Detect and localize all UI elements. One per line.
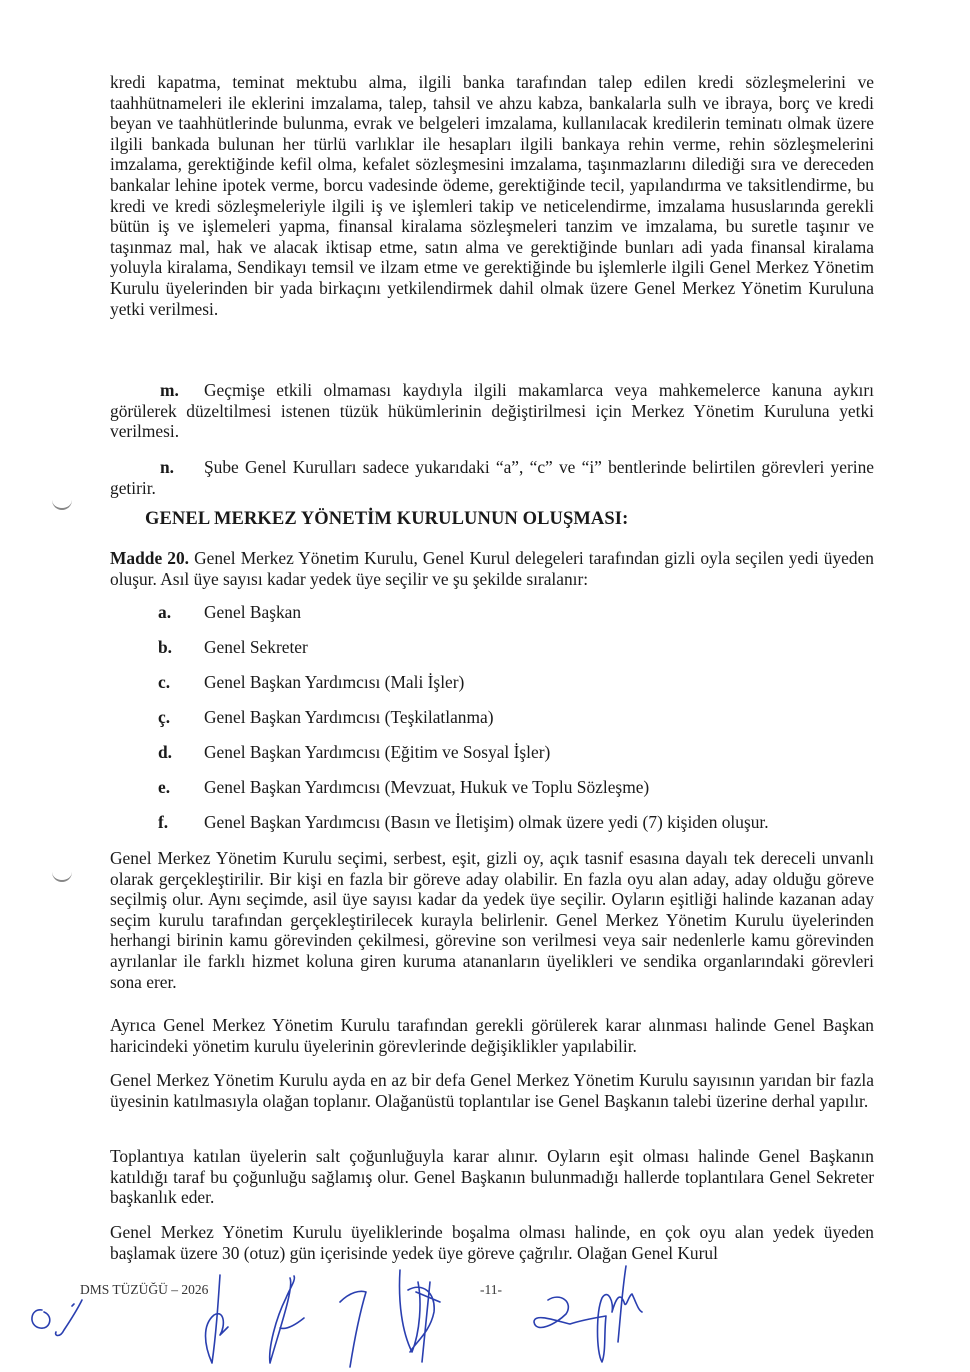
section-heading: GENEL MERKEZ YÖNETİM KURULUNUN OLUŞMASI: xyxy=(145,509,629,529)
item-n-letter: n. xyxy=(160,457,175,477)
binder-hole-mark xyxy=(52,868,72,882)
paragraph-quorum: Toplantıya katılan üyelerin salt çoğunluğuyla karar alınır. Oyların eşit olması halinde Genel Başkanın katıldığı taraf bu çoğunluğu sağlamış olur. Genel Başkanın bulunmadığı hallerde toplantılara Genel Sekreter başkanlık eder. xyxy=(110,1146,874,1208)
position-item: d. Genel Başkan Yardımcısı (Eğitim ve Sosyal İşler) xyxy=(158,742,551,762)
paragraph-credit-powers: kredi kapatma, teminat mektubu alma, ilgili banka tarafından talep edilen kredi sözleşmelerini ve taahhütnameleri ile eklerini imzalama, talep, tahsil ve ahzu kabza, bankalarla sulh ve ibraya, borç ve kredi beyan ve taahhütlerinde bulunma, evrak ve belgeleri imzalama, kullanılacak kredilerin teminatı olmak üzere ilgili bankada bulunan her türlü varlıklar ile hesapları ilgili bankaya rehin verme, rehin sözleşmelerini imzalama, gerektiğinde kefil olma, kefalet sözleşmesini imzalama, taşınmazlarını dilediği sıra ve dereceden bankalar lehine ipotek verme, borcu vadesinde ödeme, gerektiğinde tecil, yapılandırma ve taksitlendirme, bu kredi ve kredi sözleşmeleriyle ilgili iş ve işlemleri takip ve neticelendirme, imzalama hususlarında gerekli bütün iş ve işlemeleri yapma, finansal kiralama sözleşmeleri tanzim ve imzalama, bu suretle taşınır ve taşınmaz mal, hak ve alacak iktisap etme, satın alma ve gerektiğinde bunları adi yada finansal kiralama yoluyla kiralama, Sendikayı temsil ve ilzam etme ve gerektiğinde bu işlemlerle ilgili Genel Merkez Yönetim Kurulu üyelerinden bir yada birkaçını yetkilendirmek dahil olmak üzere Genel Merkez Yönetim Kuruluna yetki verilmesi. xyxy=(110,72,874,319)
paragraph-changes: Ayrıca Genel Merkez Yönetim Kurulu tarafından gerekli görülerek karar alınması halinde Genel Başkan haricindeki yönetim kurulu üyelerinin görevlerinde değişiklikler yapılabilir. xyxy=(110,1015,874,1056)
paragraph-meeting: Genel Merkez Yönetim Kurulu ayda en az bir defa Genel Merkez Yönetim Kurulu sayısının yarıdan bir fazla üyesinin katılmasıyla olağan toplanır. Olağanüstü toplantılar ise Genel Başkanın talebi üzerine derhal yapılır. xyxy=(110,1070,874,1111)
item-m-text: Geçmişe etkili olmaması kaydıyla ilgili makamlarca veya mahkemelerce kanuna aykırı görülerek düzeltilmesi istenen tüzük hükümlerinin değiştirilmesi için Merkez Yönetim Kuruluna yetki verilmesi. xyxy=(110,380,874,442)
item-m-letter: m. xyxy=(160,380,179,400)
signature-5 xyxy=(530,1262,660,1367)
page-number: -11- xyxy=(480,1282,502,1297)
item-m xyxy=(110,380,874,442)
position-item: b. Genel Sekreter xyxy=(158,637,308,657)
paragraph-election: Genel Merkez Yönetim Kurulu seçimi, serbest, eşit, gizli oy, açık tasnif esasına dayalı tek dereceli unvanlı olarak gerçekleştirilir. Bir kişi en fazla bir göreve aday olabilir. En fazla oyu alan aday, aday olduğu göreve seçilmiş olur. Aynı seçimde, asil üye sayısı kadar da yedek üye seçilir. Oyların eşitliği halinde kazanan aday seçim kurulu tarafından gerçekleştirilecek kurayla belirlenir. Genel Merkez Yönetim Kurulu üyelerinden herhangi birinin kamu görevinden çekilmesi, görevine son verilmesi veya sair nedenlerle kamu görevinden ayrılanlar ile farklı hizmet koluna giren kuruma atananların üyelikleri ve sendika organlarındaki görevleri sona erer. xyxy=(110,848,874,992)
item-n-text: Şube Genel Kurulları sadece yukarıdaki “a”, “c” ve “i” bentlerinde belirtilen görevleri yerine getirir. xyxy=(110,457,874,498)
signature-1 xyxy=(20,1290,90,1360)
signature-3 xyxy=(250,1268,310,1368)
article-text: Genel Merkez Yönetim Kurulu, Genel Kurul delegeleri tarafından gizli oyla seçilen yedi üyeden oluşur. Asıl üye sayısı kadar yedek üye seçilir ve şu şekilde sıralanır: xyxy=(110,548,874,589)
footer-document-label: DMS TÜZÜĞÜ – 2026 xyxy=(80,1282,209,1297)
position-item: f. Genel Başkan Yardımcısı (Basın ve İletişim) olmak üzere yedi (7) kişiden oluşur. xyxy=(158,812,769,832)
position-item: c. Genel Başkan Yardımcısı (Mali İşler) xyxy=(158,672,465,692)
signature-4 xyxy=(330,1262,470,1372)
signature-2 xyxy=(190,1265,250,1370)
position-item: ç. Genel Başkan Yardımcısı (Teşkilatlanma) xyxy=(158,707,494,727)
article-20 xyxy=(110,548,874,589)
position-item: e. Genel Başkan Yardımcısı (Mevzuat, Hukuk ve Toplu Sözleşme) xyxy=(158,777,650,797)
position-item: a. Genel Başkan xyxy=(158,602,302,622)
article-label: Madde 20. xyxy=(110,548,189,568)
item-n xyxy=(110,457,874,498)
binder-hole-mark xyxy=(52,496,72,510)
paragraph-vacancy: Genel Merkez Yönetim Kurulu üyeliklerinde boşalma olması halinde, en çok oyu alan yedek üyeden başlamak üzere 30 (otuz) gün içerisinde yedek üye göreve çağrılır. Olağan Genel Kurul xyxy=(110,1222,874,1263)
